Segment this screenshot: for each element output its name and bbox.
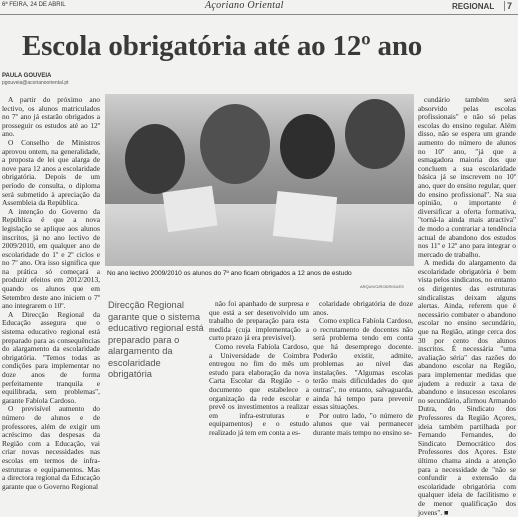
paragraph: Como explica Fabíola Cardoso, o recrutamento de docentes não será problema tendo em conta que há desemprego docente. Poderão existir, admite, problemas ao nível das instalações. "Algumas escolas terão mais dificuldades do que outras", no entanto, salvaguarda, ainda há tempo para prevenir essas situações. bbox=[313, 316, 413, 412]
paragraph: não foi apanhado de surpresa e que está a ser desenvolvido um trabalho de preparação para esta medida (cuja implementação a curto prazo já era previsível). bbox=[209, 299, 309, 343]
article-column-3 bbox=[209, 299, 309, 437]
article-column-5 bbox=[418, 95, 516, 517]
author-email: pgouveia@acorianooriental.pt bbox=[2, 80, 69, 86]
pull-quote: Direcção Regional garante que o sistema educativo regional está preparado para o alargamento da escolaridade obrigatória bbox=[108, 300, 204, 379]
photo-caption: No ano lectivo 2009/2010 os alunos do 7º ano ficam obrigados a 12 anos de estudo bbox=[107, 270, 352, 277]
paragraph: Por outro lado, "o número de alunos que vai permanecer durante mais tempo no ensino se- bbox=[313, 410, 413, 437]
article-column-1 bbox=[2, 95, 100, 491]
paragraph: Como revela Fabíola Cardoso, a Universidade de Coimbra entregou no fim do mês um estudo para elaboração da nova Carta Escolar da Região - o documento que estabelece a organização da rede escolar e prevê os investimentos a realizar em infra-estruturas e equipamentos) e o estudo realizado já tem em conta a es- bbox=[209, 341, 309, 437]
article-headline: Escola obrigatória até ao 12º ano bbox=[22, 30, 423, 62]
paragraph: O Conselho de Ministros aprovou ontem, na generalidade, a proposta de lei que alarga de nove para 12 anos a escolaridade obrigatória. Depois de um período de consulta, o diploma será submetido à apreciação da Assembleia da República. bbox=[2, 137, 100, 208]
page-number: 7 bbox=[504, 1, 512, 11]
paragraph: A intenção do Governo da República é que a nova legislação se aplique aos alunos inscritos, já no ano lectivo de 2009/2010, em qualquer ano de escolaridade do 1º e 2º ciclos e no 7º ano. Ora isso significa que na prática só começará a produzir efeitos em 2012/2013, quando os alunos que em Setembro deste ano iniciem o 7º ano integrarem o 10º. bbox=[2, 206, 100, 311]
section-label: REGIONAL bbox=[452, 2, 495, 11]
photo-credit: ARQUIVO/RODRIGUES bbox=[360, 284, 404, 289]
author-name: PAULA GOUVEIA bbox=[2, 73, 52, 79]
classroom-photo bbox=[105, 94, 414, 266]
paragraph: cundário também será absorvido pelas escolas profissionais" e não só pelas escolas do ensino regular. Além disso, não se espera um grande aumento do número de alunos no 10º ano, "já que a esmagadora maioria dos que concluem a sua escolaridade básica já se inscrevem no 10º ano, quer do ensino regular, quer do ensino profissional". Na sua opinião, o importante é diversificar a oferta formativa, "torná-la ainda mais atractiva" de modo a contrariar a tendência actual de abandono dos estudos nos 11º e 12º ano para integrar o mercado de trabalho. bbox=[418, 95, 516, 259]
paragraph: O previsível aumento do número de alunos e de professores, além de exigir um acréscimo das despesas da Região com a Educação, vai criar novas necessidades nas escolas em termos de infra-estruturas e equipamentos. Mas a directora regional da Educação garante que o Governo Regional bbox=[2, 404, 100, 491]
paragraph: A Direcção Regional da Educação assegura que o sistema educativo regional está preparado para as consequências do alargamento da escolaridade obrigatória. "Temos todas as condições para implementar no doze anos de forma perfeitamente tranquila e equilibrada, sem problemas", garante Fabíola Cardoso. bbox=[2, 309, 100, 405]
article-column-4 bbox=[313, 299, 413, 437]
issue-date: 6ª FEIRA, 24 DE ABRIL bbox=[2, 2, 66, 8]
paragraph: A medida do alargamento da escolaridade obrigatória é bem vista pelos sindicatos, no entanto os dirigentes das estruturas sindicalistas deixam alguns alertas. Ainda, referem que é necessário combater o abandono escolar no ensino secundário, que na Região, atinge cerca dos 30 por cento dos alunos inscritos. É necessária "uma avaliação séria" das razões do abandono escolar na Região, para implementar medidas que ajudem a reduzir a taxa de abandono e insucesso escolares no secundário, afirmou Armando Dutra, do Sindicato dos Professores da Região Açores, ideia também partilhada por Fernando Fernandes, do Sindicato Democrático dos Professores dos Açores. Este último chama ainda a atenção para a necessidade de "não se confundir a extensão da escolaridade obrigatória com qualquer ideia de facilitismo e de menor qualificação dos jovens". ■ bbox=[418, 258, 516, 517]
paragraph: A partir do próximo ano lectivo, os alunos matriculados no 7º ano já estarão obrigados a prosseguir os estudos até ao 12º ano. bbox=[2, 95, 100, 139]
paragraph: colaridade obrigatória de doze anos. bbox=[313, 299, 413, 317]
newspaper-name: Açoriano Oriental bbox=[205, 0, 284, 11]
